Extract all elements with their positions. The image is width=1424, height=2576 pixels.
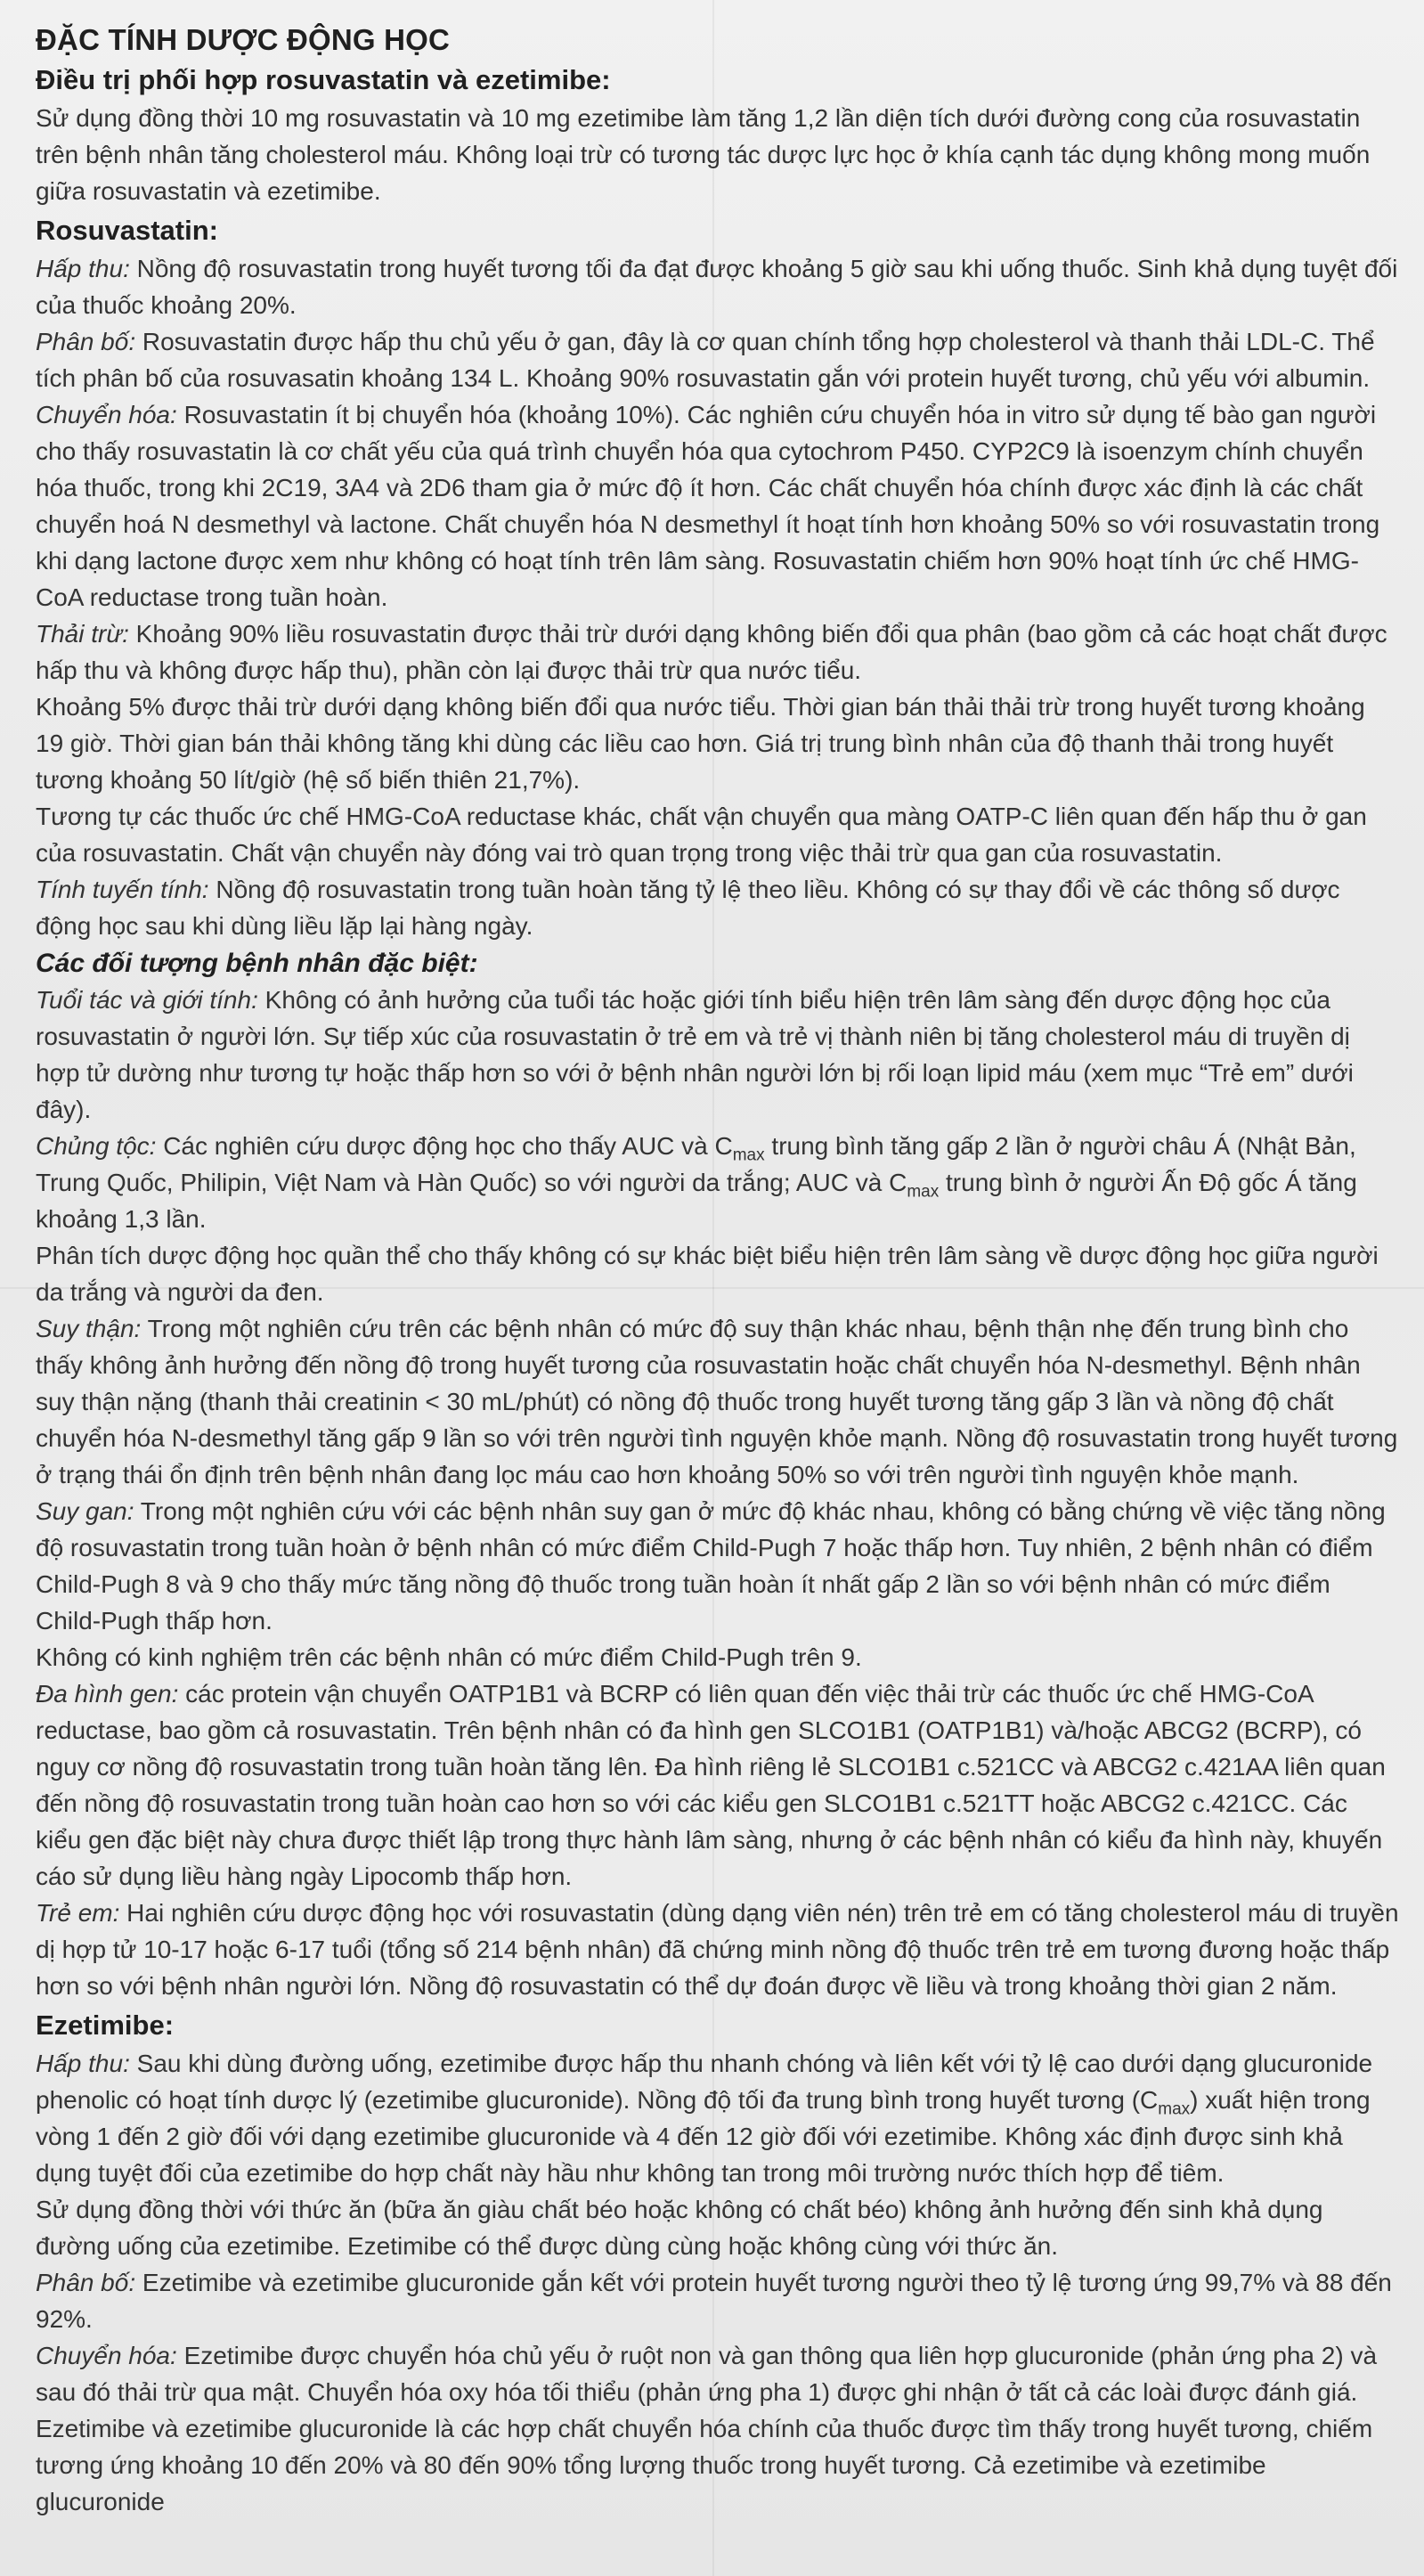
combo-heading: Điều trị phối hợp rosuvastatin và ezetimibe: bbox=[36, 64, 611, 95]
rosu-race-paragraph bbox=[36, 1128, 1399, 1237]
eze-distribution-label: Phân bố: bbox=[36, 2269, 136, 2296]
rosu-genetic-paragraph bbox=[36, 1675, 1399, 1895]
rosuvastatin-heading: Rosuvastatin: bbox=[36, 215, 218, 246]
paper-fold-horizontal bbox=[0, 1287, 1424, 1289]
rosu-children-label: Trẻ em: bbox=[36, 1899, 120, 1927]
eze-metabolism-paragraph-2: Ezetimibe và ezetimibe glucuronide là các hợp chất chuyển hóa chính của thuốc được tìm thấy trong huyết tương, chiếm tương ứng khoảng 10 đến 20% và 80 đến 90% tổng lượng thuốc trong huyết tương. Cả ezetimibe và ezetimibe glucuronide bbox=[36, 2415, 1373, 2515]
rosu-elimination-paragraph-2: Khoảng 5% được thải trừ dưới dạng không biến đổi qua nước tiểu. Thời gian bán thải thải trừ trong huyết tương khoảng 19 giờ. Thời gian bán thải không tăng khi dùng các liều cao hơn. Giá trị trung bình nhân của độ thanh thải trong huyết tương khoảng 50 lít/giờ (hệ số biến thiên 21,7%). bbox=[36, 693, 1365, 794]
rosu-renal-label: Suy thận: bbox=[36, 1315, 142, 1342]
rosu-race-text-1: Các nghiên cứu dược động học cho thấy AUC và C bbox=[156, 1132, 733, 1160]
eze-metabolism-text: Ezetimibe được chuyển hóa chủ yếu ở ruột non và gan thông qua liên hợp glucuronide (phản ứng pha 2) và sau đó thải trừ qua mật. Chuyển hóa oxy hóa tối thiểu (phản ứng pha 1) được ghi nhận ở tất cả các loài được đánh giá. bbox=[36, 2342, 1378, 2406]
eze-absorption-paragraph bbox=[36, 2045, 1399, 2191]
rosu-linearity-text: Nồng độ rosuvastatin trong tuần hoàn tăng tỷ lệ theo liều. Không có sự thay đổi về các thông số dược động học sau khi dùng liều lặp lại hàng ngày. bbox=[36, 876, 1340, 940]
rosu-children-text: Hai nghiên cứu dược động học với rosuvastatin (dùng dạng viên nén) trên trẻ em có tăng cholesterol máu di truyền dị hợp tử 10-17 hoặc 6-17 tuổi (tổng số 214 bệnh nhân) đã chứng minh nồng độ thuốc trên trẻ em tương đương hoặc thấp hơn so với bệnh nhân người lớn. Nồng độ rosuvastatin có thể dự đoán được về liều và trong khoảng thời gian 2 năm. bbox=[36, 1899, 1399, 2000]
rosu-renal-paragraph bbox=[36, 1310, 1399, 1493]
rosu-race-label: Chủng tộc: bbox=[36, 1132, 157, 1160]
rosu-genetic-label: Đa hình gen: bbox=[36, 1680, 179, 1708]
eze-metabolism-paragraph bbox=[36, 2337, 1399, 2410]
rosu-age-paragraph bbox=[36, 982, 1399, 1128]
eze-distribution-paragraph bbox=[36, 2264, 1399, 2337]
rosu-linearity-paragraph bbox=[36, 871, 1399, 944]
section-title: ĐẶC TÍNH DƯỢC ĐỘNG HỌC bbox=[36, 23, 451, 56]
rosu-absorption-label: Hấp thu: bbox=[36, 255, 130, 282]
rosu-elimination-text: Khoảng 90% liều rosuvastatin được thải trừ dưới dạng không biến đổi qua phân (bao gồm cả các hoạt chất được hấp thu và không được hấp thu), phần còn lại được thải trừ qua nước tiểu. bbox=[36, 620, 1387, 684]
eze-absorption-label: Hấp thu: bbox=[36, 2050, 130, 2077]
rosu-race-text-3: trung bình ở người Ấn Độ gốc Á tăng khoảng 1,3 lần. bbox=[36, 1169, 1357, 1233]
rosu-age-text: Không có ảnh hưởng của tuổi tác hoặc giới tính biểu hiện trên lâm sàng đến dược động học của rosuvastatin ở người lớn. Sự tiếp xúc của rosuvastatin ở trẻ em và trẻ vị thành niên bị tăng cholesterol máu di truyền dị hợp tử dường như tương tự hoặc thấp hơn so với ở bệnh nhân người lớn bị rối loạn lipid máu (xem mục “Trẻ em” dưới đây). bbox=[36, 986, 1354, 1123]
cmax-subscript: max bbox=[907, 1182, 940, 1202]
rosu-children-paragraph bbox=[36, 1895, 1399, 2004]
rosu-hepatic-label: Suy gan: bbox=[36, 1497, 134, 1525]
rosu-distribution-text: Rosuvastatin được hấp thu chủ yếu ở gan, đây là cơ quan chính tổng hợp cholesterol và thanh thải LDL-C. Thể tích phân bố của rosuvasatin khoảng 134 L. Khoảng 90% rosuvastatin gắn với protein huyết tương, chủ yếu với albumin. bbox=[36, 328, 1375, 392]
combo-paragraph: Sử dụng đồng thời 10 mg rosuvastatin và 10 mg ezetimibe làm tăng 1,2 lần diện tích dưới đường cong của rosuvastatin trên bệnh nhân tăng cholesterol máu. Không loại trừ có tương tác dược lực học ở khía cạnh tác dụng không mong muốn giữa rosuvastatin và ezetimibe. bbox=[36, 104, 1371, 205]
rosu-linearity-label: Tính tuyến tính: bbox=[36, 876, 209, 903]
rosu-absorption-paragraph bbox=[36, 250, 1399, 323]
rosu-distribution-label: Phân bố: bbox=[36, 328, 136, 355]
eze-distribution-text: Ezetimibe và ezetimibe glucuronide gắn kết với protein huyết tương người theo tỷ lệ tương ứng 99,7% và 88 đến 92%. bbox=[36, 2269, 1392, 2333]
rosu-metabolism-label: Chuyển hóa: bbox=[36, 401, 177, 428]
eze-metabolism-label: Chuyển hóa: bbox=[36, 2342, 177, 2369]
eze-absorption-text-2: ) xuất hiện trong vòng 1 đến 2 giờ đối với dạng ezetimibe glucuronide và 4 đến 12 giờ đối với ezetimibe. Không xác định được sinh khả dụng tuyệt đối của ezetimibe do hợp chất này hầu như không tan trong môi trường nước thích hợp để tiêm. bbox=[36, 2086, 1371, 2187]
rosu-metabolism-paragraph bbox=[36, 396, 1399, 615]
rosu-transport-paragraph: Tương tự các thuốc ức chế HMG-CoA reductase khác, chất vận chuyển qua màng OATP-C liên quan đến hấp thu ở gan của rosuvastatin. Chất vận chuyển này đóng vai trò quan trọng trong việc thải trừ qua gan của rosuvastatin. bbox=[36, 803, 1367, 867]
ezetimibe-heading: Ezetimibe: bbox=[36, 2009, 175, 2041]
rosu-elimination-label: Thải trừ: bbox=[36, 620, 129, 648]
rosu-hepatic-text: Trong một nghiên cứu với các bệnh nhân suy gan ở mức độ khác nhau, không có bằng chứng về việc tăng nồng độ rosuvastatin trong tuần hoàn ở bệnh nhân có mức điểm Child-Pugh 7 hoặc thấp hơn. Tuy nhiên, 2 bệnh nhân có điểm Child-Pugh 8 và 9 cho thấy mức tăng nồng độ thuốc trong tuần hoàn ít nhất gấp 2 lần so với bệnh nhân có mức điểm Child-Pugh thấp hơn. bbox=[36, 1497, 1386, 1634]
rosu-renal-text: Trong một nghiên cứu trên các bệnh nhân có mức độ suy thận khác nhau, bệnh thận nhẹ đến trung bình cho thấy không ảnh hưởng đến nồng độ trong huyết tương của rosuvastatin hoặc chất chuyển hóa N-desmethyl. Bệnh nhân suy thận nặng (thanh thải creatinin < 30 mL/phút) có nồng độ thuốc trong huyết tương tăng gấp 3 lần và nồng độ chất chuyển hóa N-desmethyl tăng gấp 9 lần so với trên người tình nguyện khỏe mạnh. Nồng độ rosuvastatin trong huyết tương ở trạng thái ổn định trên bệnh nhân đang lọc máu cao hơn khoảng 50% so với trên người tình nguyện khỏe mạnh. bbox=[36, 1315, 1398, 1488]
rosu-race-paragraph-2: Phân tích dược động học quần thể cho thấy không có sự khác biệt biểu hiện trên lâm sàng về dược động học giữa người da trắng và người da đen. bbox=[36, 1242, 1379, 1306]
special-populations-heading: Các đối tượng bệnh nhân đặc biệt: bbox=[36, 949, 478, 978]
rosu-metabolism-text: Rosuvastatin ít bị chuyển hóa (khoảng 10%). Các nghiên cứu chuyển hóa in vitro sử dụng tế bào gan người cho thấy rosuvastatin là cơ chất yếu của quá trình chuyển hóa qua cytochrom P450. CYP2C9 là isoenzym chính chuyển hóa thuốc, trong khi 2C19, 3A4 và 2D6 tham gia ở mức độ ít hơn. Các chất chuyển hóa chính được xác định là các chất chuyển hoá N desmethyl và lactone. Chất chuyển hóa N desmethyl ít hoạt tính hơn khoảng 50% so với rosuvastatin trong khi dạng lactone được xem như không có hoạt tính trên lâm sàng. Rosuvastatin chiếm hơn 90% hoạt tính ức chế HMG-CoA reductase trong tuần hoàn. bbox=[36, 401, 1380, 611]
rosu-absorption-text: Nồng độ rosuvastatin trong huyết tương tối đa đạt được khoảng 5 giờ sau khi uống thuốc. Sinh khả dụng tuyệt đối của thuốc khoảng 20%. bbox=[36, 255, 1398, 319]
eze-absorption-text-1: Sau khi dùng đường uống, ezetimibe được hấp thu nhanh chóng và liên kết với tỷ lệ cao dưới dạng glucuronide phenolic có hoạt tính dược lý (ezetimibe glucuronide). Nồng độ tối đa trung bình trong huyết tương (C bbox=[36, 2050, 1373, 2114]
rosu-elimination-paragraph bbox=[36, 615, 1399, 689]
rosu-hepatic-paragraph-2: Không có kinh nghiệm trên các bệnh nhân có mức điểm Child-Pugh trên 9. bbox=[36, 1643, 862, 1671]
eze-absorption-paragraph-2: Sử dụng đồng thời với thức ăn (bữa ăn giàu chất béo hoặc không có chất béo) không ảnh hưởng đến sinh khả dụng đường uống của ezetimibe. Ezetimibe có thể được dùng cùng hoặc không cùng với thức ăn. bbox=[36, 2196, 1323, 2260]
rosu-genetic-text: các protein vận chuyển OATP1B1 và BCRP có liên quan đến việc thải trừ các thuốc ức chế HMG-CoA reductase, bao gồm cả rosuvastatin. Trên bệnh nhân có đa hình gen SLCO1B1 (OATP1B1) và/hoặc ABCG2 (BCRP), có nguy cơ nồng độ rosuvastatin trong tuần hoàn tăng lên. Đa hình riêng lẻ SLCO1B1 c.521CC và ABCG2 c.421AA liên quan đến nồng độ rosuvastatin trong tuần hoàn cao hơn so với các kiểu gen SLCO1B1 c.521TT hoặc ABCG2 c.421CC. Các kiểu gen đặc biệt này chưa được thiết lập trong thực hành lâm sàng, nhưng ở các bệnh nhân có kiểu đa hình này, khuyến cáo sử dụng liều hàng ngày Lipocomb thấp hơn. bbox=[36, 1680, 1386, 1890]
rosu-age-label: Tuổi tác và giới tính: bbox=[36, 986, 258, 1014]
rosu-race-text-2: trung bình tăng gấp 2 lần ở người châu Á (Nhật Bản, Trung Quốc, Philipin, Việt Nam và Hàn Quốc) so với người da trắng; AUC và C bbox=[36, 1132, 1356, 1196]
rosu-distribution-paragraph bbox=[36, 323, 1399, 396]
rosu-hepatic-paragraph bbox=[36, 1493, 1399, 1639]
cmax-subscript: max bbox=[1158, 2099, 1191, 2119]
cmax-subscript: max bbox=[732, 1145, 765, 1165]
